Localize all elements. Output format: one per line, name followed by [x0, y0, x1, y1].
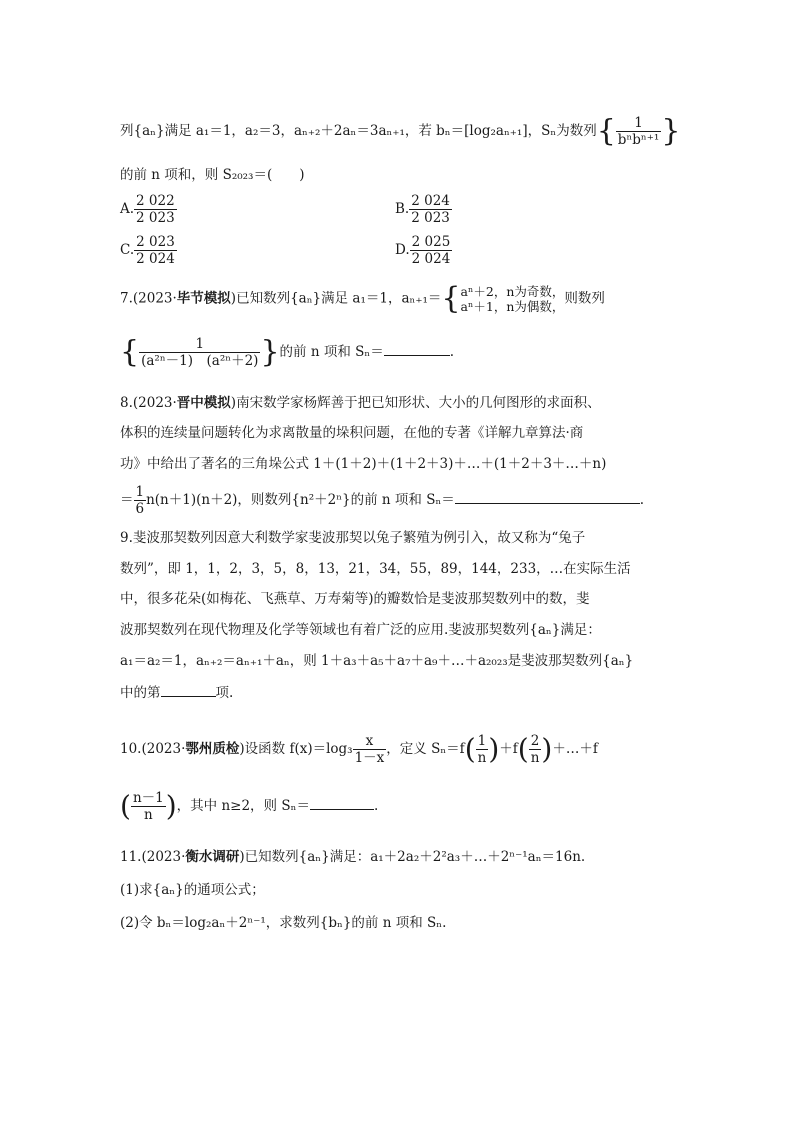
q9-line2: 数列”，即 1，1，2，3，5，8，13，21，34，55，89，144，233，…在实际生活 — [120, 561, 631, 577]
q6-option-c[interactable]: C. $\frac{2 023}{2 024}$ — [120, 234, 175, 267]
q11-line1: 11.(2023·衡水调研)已知数列{aₙ}满足：a₁＋2a₂＋2²a₃＋…＋2ⁿ⁻¹aₙ＝16n. — [120, 849, 586, 865]
q9-line6: 中的第 项. — [120, 685, 234, 701]
q9-line4: 波那契数列在现代物理及化学等领域也有着广泛的应用.斐波那契数列{aₙ}满足： — [120, 622, 601, 638]
q9-line3: 中，很多花朵(如梅花、飞燕草、万寿菊等)的瓣数恰是斐波那契数列中的数，斐 — [120, 591, 590, 607]
q10-line2: ( $\frac{n-1}{n}$ )，其中 n≥2，则 Sₙ＝ . — [120, 789, 379, 823]
q6-option-b[interactable]: B. $\frac{2 024}{2 023}$ — [395, 193, 450, 226]
q10-answer-blank[interactable] — [310, 809, 374, 810]
q7-piecewise: aⁿ＋2，n为奇数， aⁿ＋1，n为偶数， — [460, 284, 565, 314]
q10-line1: 10.(2023·鄂州质检)设函数 f(x)＝log₃ $\frac{x}{1-x}$ ，定义 Sₙ＝f( $\frac{1}{n}$ )＋f( $\frac{2}{n}$ )＋…＋f — [120, 732, 598, 766]
q9-answer-blank[interactable] — [161, 696, 216, 697]
q6-option-d[interactable]: D. $\frac{2 025}{2 024}$ — [395, 234, 451, 267]
q8-line2: 体积的连续量问题转化为求离散量的垛积问题，在他的专著《详解九章算法·商 — [120, 425, 584, 441]
q8-answer-blank[interactable] — [455, 503, 640, 504]
q8-source: 晋中模拟 — [176, 395, 231, 411]
q7-line1: 7.(2023·毕节模拟)已知数列{aₙ}满足 a₁＝1，aₙ₊₁＝{ aⁿ＋2，n为奇数， aⁿ＋1，n为偶数， 则数列 — [120, 281, 605, 316]
q8-line1: 8.(2023·晋中模拟)南宋数学家杨辉善于把已知形状、大小的几何图形的求面积、 — [120, 395, 601, 411]
q11-part2: (2)令 bₙ＝log₂aₙ＋2ⁿ⁻¹，求数列{bₙ}的前 n 项和 Sₙ. — [120, 915, 447, 931]
q10-source: 鄂州质检 — [185, 741, 240, 757]
q9-line1: 9.斐波那契数列因意大利数学家斐波那契以兔子繁殖为例引入，故又称为“兔子 — [120, 530, 586, 546]
q9-line5: a₁＝a₂＝1，aₙ₊₂＝aₙ₊₁＋aₙ，则 1＋a₃＋a₅＋a₇＋a₉＋…＋a₂₀₂₃是斐波那契数列{aₙ} — [120, 653, 634, 669]
q7-source: 毕节模拟 — [176, 290, 231, 307]
q6-line2: 的前 n 项和，则 S₂₀₂₃＝( ) — [120, 167, 305, 183]
left-brace: { — [596, 113, 616, 149]
q7-fraction: $\frac{1}{\text{(a²ⁿ－1) (a²ⁿ＋2)}}$ — [141, 336, 259, 369]
q6-fraction: $\frac{1}{\text{bⁿbⁿ⁺¹}}$ — [617, 115, 660, 148]
q6-option-a[interactable]: A. $\frac{2 022}{2 023}$ — [120, 193, 175, 226]
q7-answer-blank[interactable] — [384, 355, 450, 356]
right-brace: } — [661, 113, 681, 149]
q7-line2: { $\frac{1}{\text{(a²ⁿ－1) (a²ⁿ＋2)}}$ }的前 n 项和 Sₙ＝ . — [120, 334, 455, 370]
case-brace: { — [441, 281, 461, 316]
q8-line3: 功》中给出了著名的三角垛公式 1＋(1＋2)＋(1＋2＋3)＋…＋(1＋2＋3＋…＋n) — [120, 456, 607, 472]
q11-part1: (1)求{aₙ}的通项公式； — [120, 882, 265, 898]
q11-source: 衡水调研 — [185, 849, 240, 865]
q8-fraction: $\frac{1}{6}$ — [135, 484, 145, 517]
q8-line4: ＝ $\frac{1}{6}$ n(n＋1)(n＋2)，则数列{n²＋2ⁿ}的前 n 项和 Sₙ＝ . — [120, 484, 645, 517]
q6-line1: 列{aₙ}满足 a₁＝1，a₂＝3，aₙ₊₂＋2aₙ＝3aₙ₊₁，若 bₙ＝[log₂aₙ₊₁]，Sₙ为数列{ $\frac{1}{\text{bⁿbⁿ⁺¹}}$ } — [120, 113, 681, 149]
